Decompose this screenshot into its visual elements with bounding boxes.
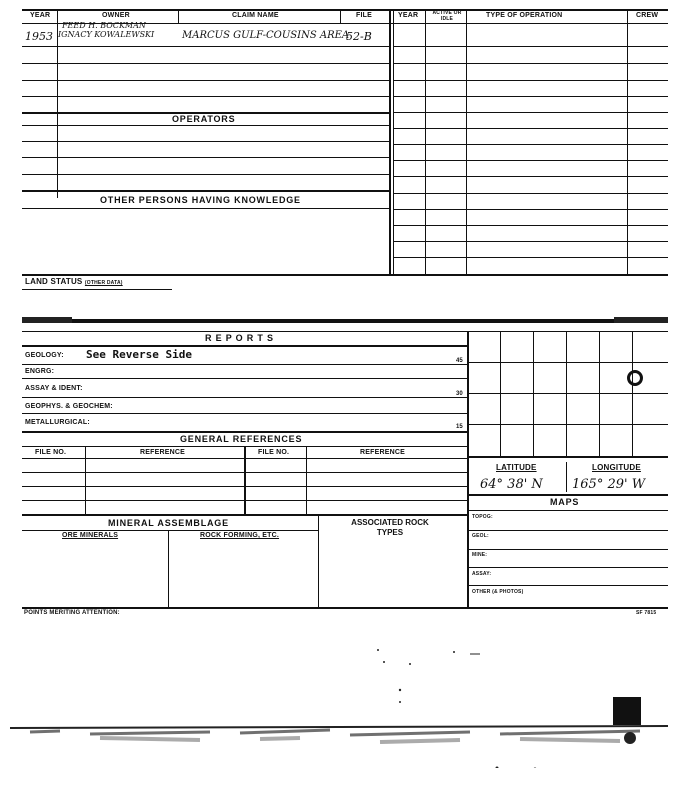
entry-claim-name: MARCUS GULF-COUSINS AREA [182,30,350,41]
reports-top-bar [22,319,668,323]
entry-owner-line1: FEED H. BOCKMAN [62,21,146,30]
maps-title: MAPS [550,497,580,507]
operators-section-title: OPERATORS [172,114,236,124]
scan-noise-band [0,718,678,768]
header-year2-label: YEAR [398,12,419,19]
ref-reference-header-2: REFERENCE [360,449,405,456]
general-references-title: GENERAL REFERENCES [180,434,303,444]
scale-30: 30 [456,391,463,397]
latitude-label: LATITUDE [496,463,537,472]
maps-assay-label: ASSAY: [472,571,492,577]
latitude-value: 64° 38' N [480,477,543,492]
maps-other-label: OTHER (& PHOTOS) [472,589,524,595]
reports-right-mark [614,317,668,323]
header-year-label: YEAR [30,12,51,19]
geology-value: See Reverse Side [86,348,192,361]
land-status-label [25,277,123,286]
entry-file: 52-B [346,30,372,43]
engrg-label: ENGRG: [25,368,55,375]
ref-file-no-header-1: FILE NO. [35,449,67,456]
header-active-idle-label: ACTIVE OR IDLE [432,10,462,22]
longitude-value: 165° 29' W [572,477,646,492]
header-crew-label: CREW [636,12,659,19]
form-number: SF 7815 [636,610,657,616]
longitude-label: LONGITUDE [592,463,641,472]
associated-rock-types-title: ASSOCIATED ROCK TYPES [351,518,429,537]
mineral-assemblage-title: MINERAL ASSEMBLAGE [108,518,229,528]
header-owner-label: OWNER [102,12,130,19]
location-marker-icon [627,370,643,386]
points-meriting-attention-label: POINTS MERITING ATTENTION: [24,610,120,616]
geology-label: GEOLOGY: [25,352,64,359]
metallurgical-label: METALLURGICAL: [25,419,90,426]
land-status-subtitle: (OTHER DATA) [84,280,123,286]
other-persons-section-title: OTHER PERSONS HAVING KNOWLEDGE [100,195,301,205]
maps-geol-label: GEOL: [472,533,489,539]
header-file-label: FILE [356,12,372,19]
ref-reference-header-1: REFERENCE [140,449,185,456]
assay-ident-label: ASSAY & IDENT: [25,385,83,392]
header-claim-name-label: CLAIM NAME [232,12,279,19]
header-type-of-operation-label: TYPE OF OPERATION [486,12,563,19]
scan-specks [370,640,490,710]
ore-minerals-header: ORE MINERALS [62,532,119,539]
geophys-geochem-label: GEOPHYS. & GEOCHEM: [25,403,113,410]
entry-year: 1953 [25,30,53,43]
rock-forming-header: ROCK FORMING, ETC. [200,532,280,539]
reports-left-mark [22,317,72,323]
maps-mine-label: MINE: [472,552,488,558]
reports-section-title: R E P O R T S [205,333,274,343]
ref-file-no-header-2: FILE NO. [258,449,290,456]
scale-15: 15 [456,424,463,430]
land-status-title: LAND STATUS [25,277,83,286]
scale-45: 45 [456,358,463,364]
maps-topog-label: TOPOG: [472,514,493,520]
entry-owner-line2: IGNACY KOWALEWSKI [58,30,155,39]
